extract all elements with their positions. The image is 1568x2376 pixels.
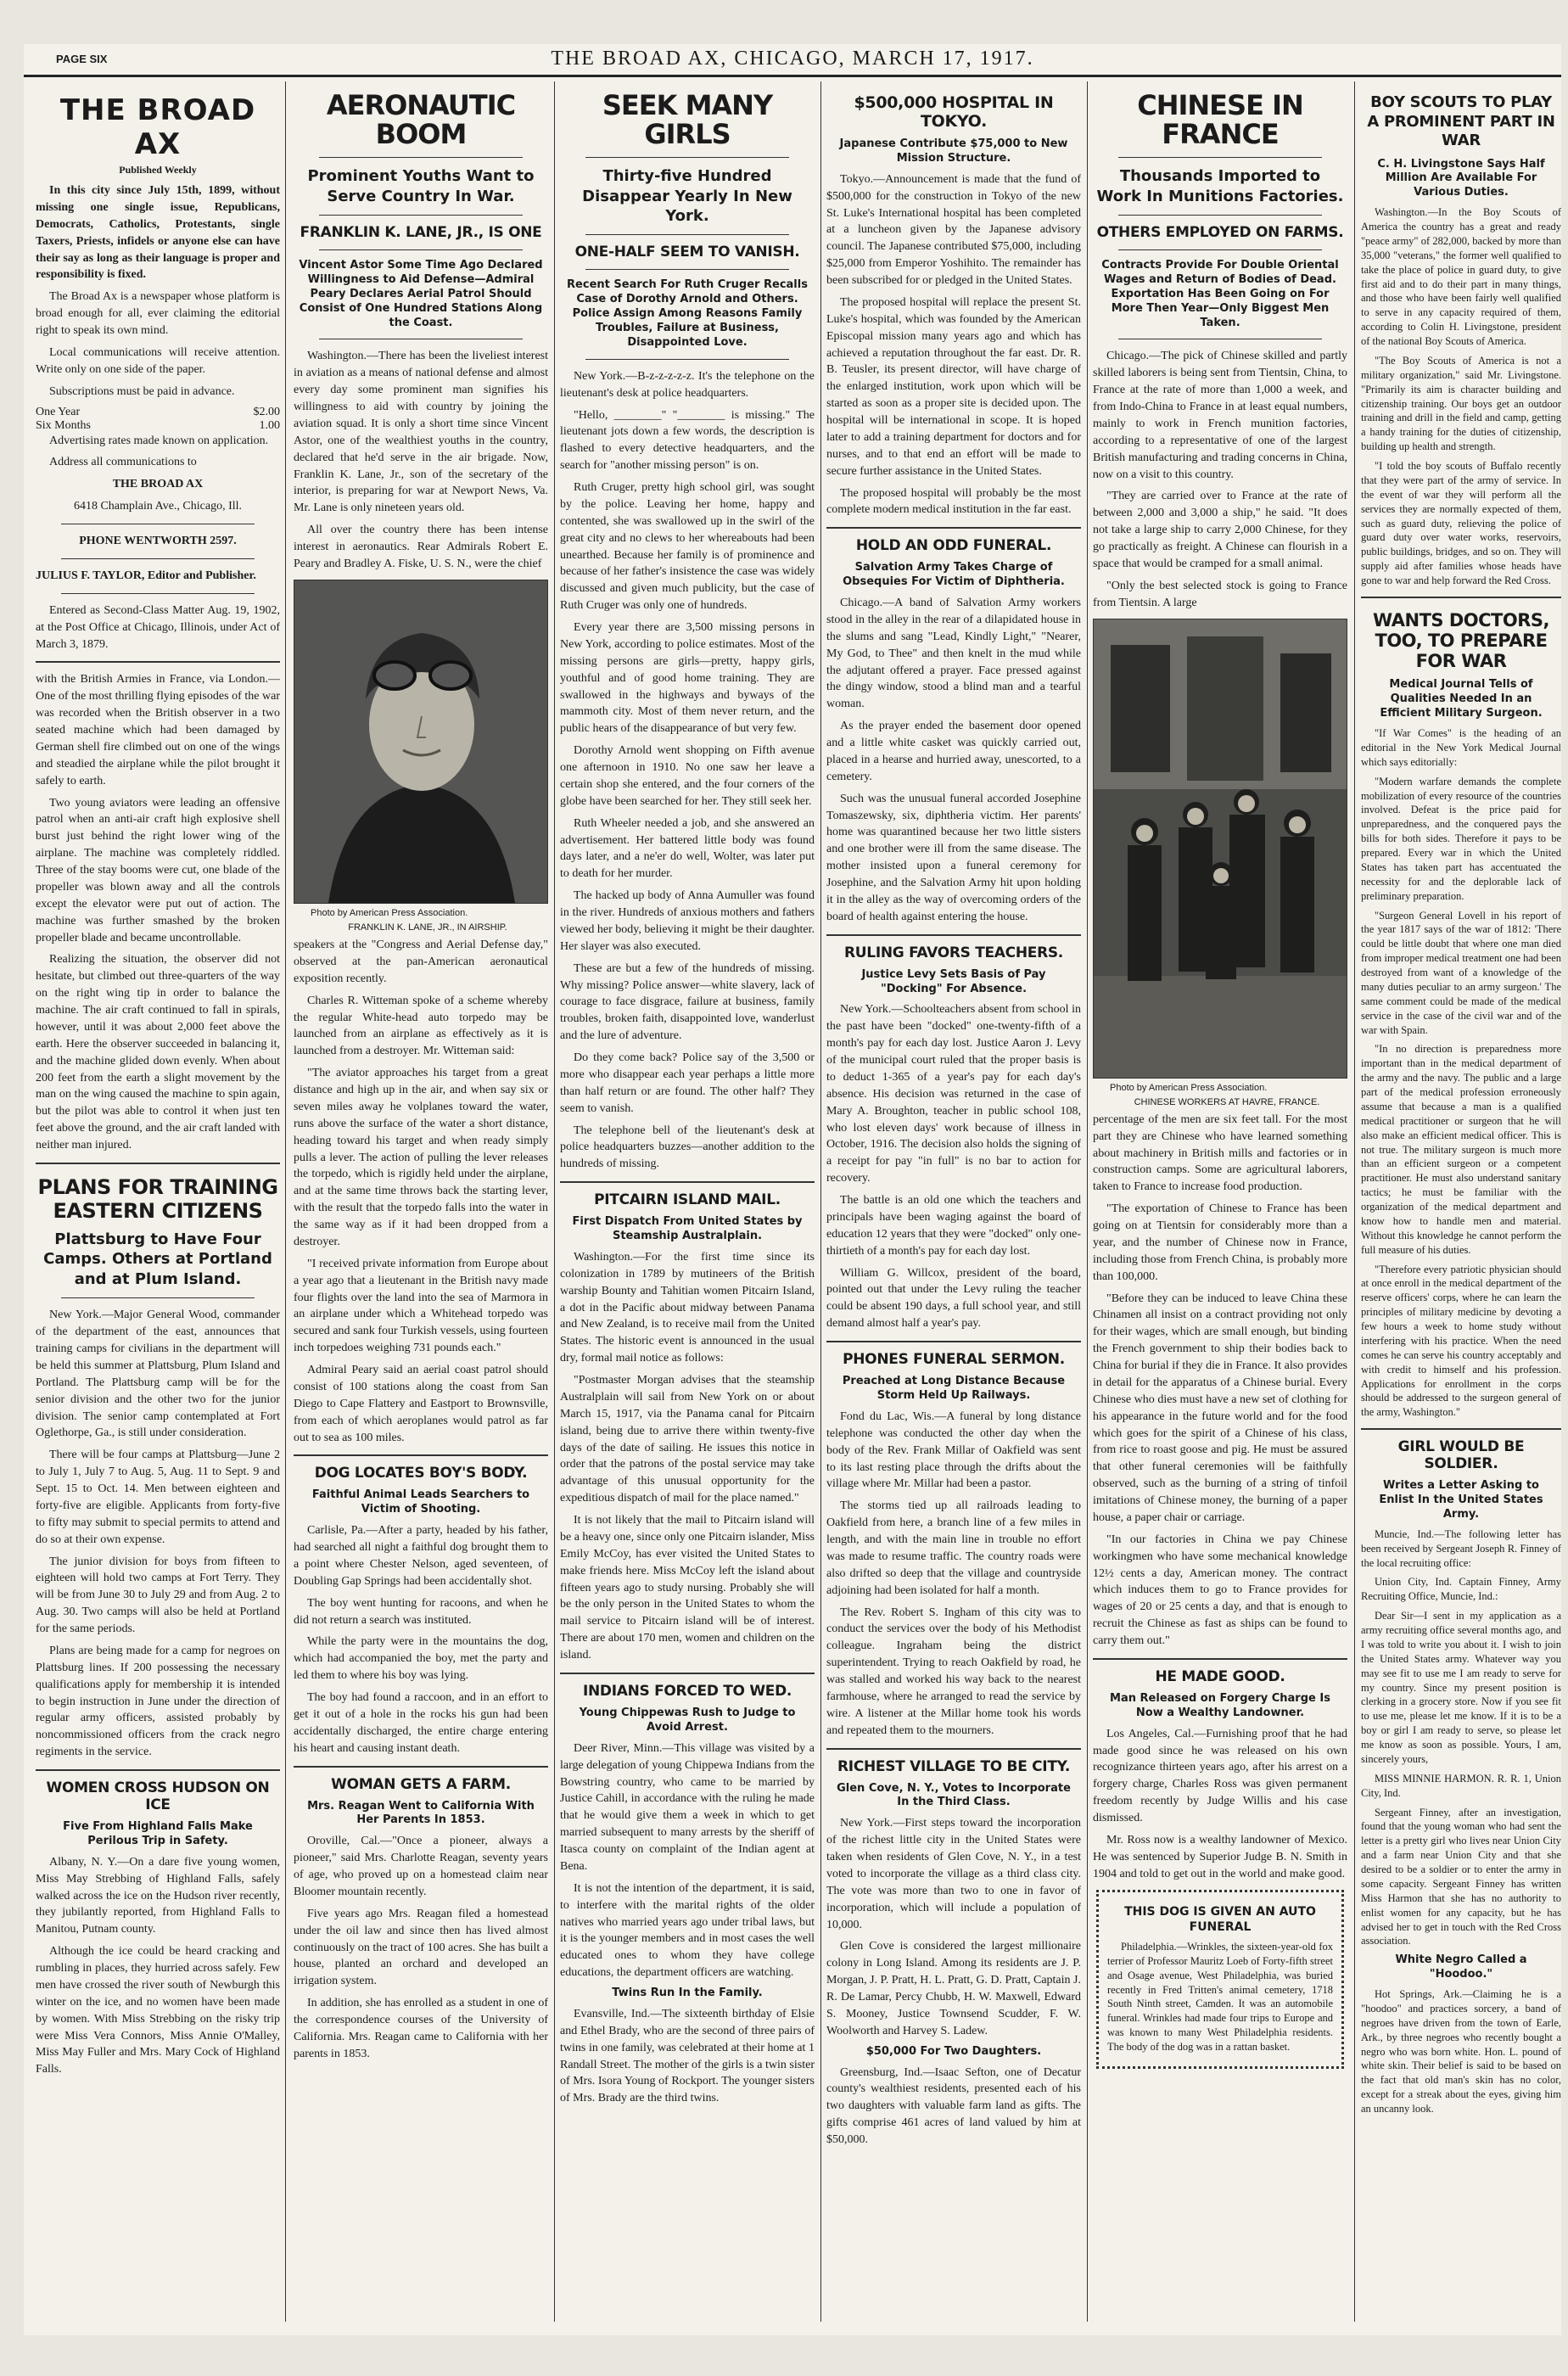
article-paragraph: "Only the best selected stock is going to France from Tientsin. A large bbox=[1093, 579, 1347, 609]
subhead-china: OTHERS EMPLOYED ON FARMS. bbox=[1096, 223, 1344, 241]
headline-richest: RICHEST VILLAGE TO BE CITY. bbox=[837, 1757, 1070, 1775]
article-paragraph: Plans are being made for a camp for negroes on Plattsburg lines. If 200 possessing the necessary qualifications apply for membership it is intended to begin instruction in June under the direction of regular army officers, assisted probably by noncommissioned officers from the crack negro regiments in the service. bbox=[36, 1644, 280, 1759]
article-paragraph: Fond du Lac, Wis.—A funeral by long distance telephone was conducted the other day when the body of the Rev. Frank Millar of Oakfield was sent to its last resting place through the drifts about the village where Mr. Millar had been a pastor. bbox=[826, 1409, 1081, 1491]
article-paragraph: New York.—B-z-z-z-z-z. It's the telephone on the lieutenant's desk at police headquarters. bbox=[560, 369, 815, 400]
headline-odd-funeral: HOLD AN ODD FUNERAL. bbox=[855, 537, 1052, 555]
article-paragraph: "The Boy Scouts of America is not a military organization," said Mr. Livingstone. "Primarily its aim is character building and citizenship training. Our boys get an outdoor training and drill in the field and camp, getting a handy training for the duties of citizenship, building up health and strength. bbox=[1361, 354, 1561, 453]
headline-hoodoo: White Negro Called a "Hoodoo." bbox=[1395, 1953, 1527, 1981]
column-rule bbox=[820, 81, 821, 2322]
article-paragraph: The Rev. Robert S. Ingham of this city was to conduct the services over the body of his Methodist colleague. Ingraham being the district superintendent. Trying to reach Oakfield by road, he was stalled and worked his way back to the nearest farmhouse, where he arranged to read the service by wire. A listener at the Millar home took his words and repeated them to the mourners. bbox=[826, 1605, 1081, 1737]
headline-women-cross: WOMEN CROSS HUDSON ON ICE bbox=[46, 1779, 270, 1814]
deck-aeronautic: Prominent Youths Want to Serve Country In War. bbox=[307, 167, 535, 205]
headline-dog-locates: DOG LOCATES BOY'S BODY. bbox=[314, 1465, 528, 1482]
article-paragraph: Chicago.—A band of Salvation Army workers stood in the alley in the rear of a dilapidated house in the slums and sang "Lead, Kindly Light," "Nearer, My God, to Thee" and then knelt in the mud while the adjutant offered a prayer. Face pressed against the dingy window, stood a blind man and a tearful woman. bbox=[826, 597, 1081, 711]
article-paragraph: Chicago.—The pick of Chinese skilled and partly skilled laborers is being sent from Tientsin, China, to France at the rate of more than 1,000 a week, and from Indo-China to France in at least equal numbers, mainly to work in French munition factories, according to a representative of one of the largest British manufacturing and trading concerns in China, now on a visit to this country. bbox=[1093, 350, 1347, 481]
masthead-address-name: THE BROAD AX bbox=[112, 478, 204, 491]
article-paragraph: Ruth Cruger, pretty high school girl, was sought by the police. Leaving her home, happy and contented, she was swallowed up in the swirl of the great city and no clews to her whereabouts had been unearthed. Because her family is of prominence and because of her father's insistence the case was widely discussed and given much publicity, but the case of Ruth Cruger was only one of hundreds. bbox=[560, 481, 815, 613]
article-paragraph: "Before they can be induced to leave China these Chinamen all insist on a contract providing not only for their wages, which are small enough, but binding the French government to ship their bodies back to China for burial if they die in France. It also provides in detail for the apparatus of a Chinese burial. Every Chinese who dies must have a new set of clothing for his appearance in the future world and for the food which goes for the spirit of a Chinese of his class, from rice to roast goose and pig. He must be assured that other funeral ceremonies will be faithfully observed, such as the burning of a string of tinfoil imitations of Chinese money, the burning of a paper house, a paper chair or carriage. bbox=[1093, 1292, 1347, 1524]
article-paragraph: "In our factories in China we pay Chinese workingmen who have some mechanical knowledge 12½ cents a day, American money. The contract which induces them to go to France provides for wages of 20 or 25 cents a day, and that is enough to recruit the Chinese as fast as ships can be found to carry them out." bbox=[1093, 1533, 1347, 1648]
deck-doctors: Medical Journal Tells of Qualities Needed In an Efficient Military Surgeon. bbox=[1380, 678, 1543, 720]
masthead-intro: In this city since July 15th, 1899, without missing one single issue, Republicans, Democrats, Catholics, Protestants, single Taxers, Priests, infidels or anyone else can have their say as long as their language is proper and responsibility is fixed. bbox=[36, 184, 280, 282]
divider bbox=[585, 234, 789, 235]
deck-china: Thousands Imported to Work In Munitions Factories. bbox=[1096, 167, 1344, 205]
divider bbox=[1093, 1658, 1347, 1660]
article-paragraph: Muncie, Ind.—The following letter has been received by Sergeant Joseph R. Finney of the local recruiting office: bbox=[1361, 1527, 1561, 1569]
article-paragraph: Sergeant Finney, after an investigation, found that the young woman who had sent the letter is a pretty girl who lives near Union City and a farm near Union City and that she desired to be a soldier or to enter the army in some capacity. Sergeant Finney has written Miss Harmon that she has no authority to enlist women for any capacity, but he has advised her to get in touch with the Red Cross association. bbox=[1361, 1806, 1561, 1947]
divider bbox=[36, 1163, 280, 1164]
running-title: THE BROAD AX, CHICAGO, MARCH 17, 1917. bbox=[551, 48, 1034, 70]
article-paragraph: Deer River, Minn.—This village was visited by a large delegation of young Chippewa Indians from the Bowstring country, who came to be married by Justice Cahill, in accordance with the ruling he made that he would give them a week in which to get married subsequent to many arrests by the sheriff of Itasca county on complaint of the Indian agent at Bena. bbox=[560, 1741, 815, 1873]
article-paragraph: Washington.—In the Boy Scouts of America the country has a great and ready "peace army" of 282,000, backed by more than 35,000 "veterans," the former well qualified to take the place of police in guard duty, to give first aid and to do their part in many things, and those who have been fairly well qualified to serve in any capacity required of them, according to Colin H. Livingstone, president of the national Boy Scouts of America. bbox=[1361, 206, 1561, 348]
article-paragraph: "The aviator approaches his target from a great distance and high up in the air, and when say six or seven miles away he volplanes toward the water, runs above the surface of the water a short distance, heading toward his target and when ready simply pulls a lever. The action of pulling the lever releases the torpedo, which is rigidly held under the airplane, and at the same time throws back the starting lever, with the result that the torpedo falls into the water in the same way as if it had been dropped from a destroyer. bbox=[294, 1067, 548, 1248]
article-paragraph: Los Angeles, Cal.—Furnishing proof that he had made good since he was released on his own recognizance thirteen years ago, after his arrest on a forgery charge, Charles Ross was given permanent freedom recently by Judge Willis and his case dismissed. bbox=[1093, 1727, 1347, 1825]
masthead-platform: The Broad Ax is a newspaper whose platform is broad enough for all, ever claiming the editorial right to speak its own mind. bbox=[36, 290, 280, 338]
divider bbox=[294, 1766, 548, 1768]
article-paragraph: "Therefore every patriotic physician should at once enroll in the medical department of the reserve officers' corps, where he can learn the principles of military medicine by devoting a few hours a week to home study without interfering with his practice. When the need comes he can serve his country acceptably and with credit to himself and his profession. Applications for enrollment in the corps should be addressed to the surgeon general of the army, Washington." bbox=[1361, 1263, 1561, 1419]
article-paragraph: Charles R. Witteman spoke of a scheme whereby the regular White-head auto torpedo may be launched from an airplane as effectively as it is launched from a destroyer. Mr. Witteman said: bbox=[294, 994, 548, 1058]
divider bbox=[319, 157, 523, 158]
article-paragraph: William G. Willcox, president of the board, pointed out that under the Levy ruling the teacher could be absent 190 days, a full school year, and still demand almost half a year's pay. bbox=[826, 1266, 1081, 1331]
divider bbox=[61, 593, 255, 594]
article-paragraph: Such was the unusual funeral accorded Josephine Tomaszewsky, six, diphtheria victim. Her parents' home was quarantined because her two little sisters and one brother were ill from the same disease. The mother insisted upon a funeral ceremony for Josephine, and the Salvation Army hit upon holding it in the alley as the way of overcoming orders of the board of health against entering the house. bbox=[826, 792, 1081, 923]
photo-chinese-workers bbox=[1093, 619, 1347, 1079]
divider bbox=[560, 1181, 815, 1183]
deck-made-good: Man Released on Forgery Charge Is Now a Wealthy Landowner. bbox=[1110, 1691, 1330, 1719]
deck-hospital: Japanese Contribute $75,000 to New Mission Structure. bbox=[839, 137, 1068, 165]
masthead-subtitle: Published Weekly bbox=[119, 164, 197, 176]
article-paragraph: speakers at the "Congress and Aerial Defense day," observed at the pan-American aeronautical exposition recently. bbox=[294, 939, 548, 985]
article-paragraph: The junior division for boys from fifteen to eighteen will hold two camps at Fort Terry. They will be from June 30 to July 29 and from Aug. 2 to Aug. 30. Two camps will also be held at Portland for the same periods. bbox=[36, 1555, 280, 1636]
rate-price: $2.00 bbox=[253, 405, 280, 418]
headline-hospital: $500,000 HOSPITAL IN TOKYO. bbox=[854, 93, 1054, 131]
article-paragraph: In addition, she has enrolled as a student in one of the correspondence courses of the University of California. Mrs. Reagan came to California with her parents in 1853. bbox=[294, 1997, 548, 2060]
article-paragraph: Oroville, Cal.—"Once a pioneer, always a pioneer," said Mrs. Charlotte Reagan, seventy years of age, who proved up on a homestead claim near Bloomer mountain recently. bbox=[294, 1835, 548, 1898]
masthead-advertising: Advertising rates made known on application. bbox=[49, 434, 269, 447]
divider bbox=[36, 1769, 280, 1771]
deck-women-cross: Five From Highland Falls Make Perilous Trip in Safety. bbox=[63, 1820, 253, 1847]
divider bbox=[319, 249, 523, 250]
deck-indians: Young Chippewas Rush to Judge to Avoid Arrest. bbox=[579, 1706, 796, 1734]
column-5 bbox=[1093, 81, 1347, 2322]
masthead-address: 6418 Champlain Ave., Chicago, Ill. bbox=[73, 500, 243, 513]
photo-caption: CHINESE WORKERS AT HAVRE, FRANCE. bbox=[1134, 1097, 1320, 1108]
article-paragraph: "I told the boy scouts of Buffalo recently that they were part of the army of service. In the event of war they will perform all the services they are normally expected of them, such as guard duty, relieving the police of guard duty over water works, reservoirs, public buildings, bridges, and so on. They will supply aid after families whose heads have gone to war and help forward the Red Cross. bbox=[1361, 460, 1561, 587]
article-paragraph: Tokyo.—Announcement is made that the fund of $500,000 for the construction in Tokyo of the new St. Luke's International hospital has been completed at a luncheon given by the Japanese advisory council. The Japanese contributed $75,000, including $25,000 from Emperor Yoshihito. The remainder has been subscribed for or pledged in the United States. bbox=[826, 172, 1081, 288]
divider bbox=[36, 661, 280, 663]
deck2-seek-girls: Recent Search For Ruth Cruger Recalls Case of Dorothy Arnold and Others. Police Assign Among Reasons Family Troubles, Failure at Business, Disappointed Love. bbox=[567, 278, 808, 349]
subhead-aeronautic: FRANKLIN K. LANE, JR., IS ONE bbox=[300, 223, 542, 241]
article-paragraph: "Surgeon General Lovell in his report of the year 1817 says of the war of 1812: 'There could be little doubt that where one man died from improper medical treatment one had been destroyed from want of a knowledge of the many duties peculiar to an army surgeon.' The same comment could be made of the medical service in the case of the civil war and of the war with Spain. bbox=[1361, 909, 1561, 1036]
article-paragraph: These are but a few of the hundreds of missing. Why missing? Police answer—white slavery, lack of courage to face disgrace, failure at business, family troubles, broken faith, disappointed love, wanderlust and the lure of adventure. bbox=[560, 961, 815, 1043]
masthead-editor: JULIUS F. TAYLOR, Editor and Publisher. bbox=[36, 569, 256, 582]
article-paragraph: Although the ice could be heard cracking and rumbling in places, they hurried across safely. Few men have crossed the river south of Newburgh this winter on the ice, and no women have been made by women. With Miss Strebbing on the risky trip were Miss Vera Connors, Miss Annie O'Malley, Miss May Fuller and Mrs. Mary Cock of Highland Falls. bbox=[36, 1945, 280, 2076]
deck-richest: Glen Cove, N. Y., Votes to Incorporate In the Third Class. bbox=[837, 1781, 1071, 1809]
headline-seek-girls: SEEK MANY GIRLS bbox=[602, 89, 773, 150]
divider bbox=[61, 558, 255, 559]
deck-boy-scouts: C. H. Livingstone Says Half Million Are Available For Various Duties. bbox=[1377, 157, 1545, 199]
article-paragraph: Dorothy Arnold went shopping on Fifth avenue one afternoon in 1910. No one saw her leave a certain shop she entered, and the four corners of the globe have been searched for her. They still seek her. bbox=[560, 744, 815, 808]
column-rule bbox=[554, 81, 555, 2322]
rate-label: One Year bbox=[36, 405, 81, 418]
rate-row bbox=[36, 406, 280, 419]
masthead-title: THE BROAD AX bbox=[59, 93, 256, 161]
running-head bbox=[24, 44, 1561, 77]
column-6 bbox=[1361, 81, 1561, 2322]
article-paragraph: Do they come back? Police say of the 3,500 or more who disappear each year perhaps a little more than half return or are found. The other half? They seem to vanish. bbox=[560, 1051, 815, 1115]
divider bbox=[1118, 215, 1322, 216]
article-paragraph: While the party were in the mountains the dog, which had accompanied the boy, met the party and led them to where his boy was lying. bbox=[294, 1635, 548, 1683]
deck-pitcairn: First Dispatch From United States by Steamship Australplain. bbox=[572, 1215, 803, 1243]
masthead-subscriptions: Subscriptions must be paid in advance. bbox=[49, 384, 235, 398]
article-paragraph: The battle is an old one which the teachers and principals have been waging against the board of education 12 years that they were "docked" only one-thirtieth of a month's pay for each day lost. bbox=[826, 1194, 1081, 1258]
article-paragraph: Two young aviators were leading an offensive patrol when an anti-air craft high explosive shell burst just behind the right lower wing of the airplane. The machine was completely riddled. Three of the stay booms were cut, one blade of the propeller was blown away and all the controls except the elevator were put out of action. The machine was further smashed by the broken propeller blade and became uncontrollable. bbox=[36, 796, 280, 944]
photo-aviator bbox=[294, 580, 548, 904]
masthead-entered: Entered as Second-Class Matter Aug. 19, 1902, at the Post Office at Chicago, Illinois, under Act of March 3, 1879. bbox=[36, 603, 280, 651]
article-paragraph: Mr. Ross now is a wealthy landowner of Mexico. He was sentenced by Superior Judge B. N. Smith in 1904 and told to get out in the world and make good. bbox=[1093, 1833, 1347, 1880]
deck-phones: Preached at Long Distance Because Storm Held Up Railways. bbox=[842, 1375, 1066, 1402]
article-paragraph: "Postmaster Morgan advises that the steamship Australplain will sail from New York on or about March 15, 1917, via the Panama canal for Pitcairn island, being due to arrive there within twenty-five days of the date of sailing. He issues this notice in order that the patrons of the postal service may take advantage of this unusual opportunity for the expeditious dispatch of mail for the place named." bbox=[560, 1374, 815, 1505]
headline-plans: PLANS FOR TRAINING EASTERN CITIZENS bbox=[37, 1174, 278, 1223]
article-paragraph: "Hello, ________" "________ is missing." The lieutenant jots down a few words, the description is flashed to every detective headquarters, and the search for "another missing person" is on. bbox=[560, 408, 815, 473]
headline-indians: INDIANS FORCED TO WED. bbox=[582, 1682, 792, 1700]
article-paragraph: Five years ago Mrs. Reagan filed a homestead under the oil law and since then has lived almost continuously on the tract of 100 acres. She has built a house, planted an orchard and developed an irrigation system. bbox=[294, 1907, 548, 1988]
masthead-phone: PHONE WENTWORTH 2597. bbox=[79, 535, 237, 548]
headline-girl-soldier: GIRL WOULD BE SOLDIER. bbox=[1397, 1438, 1525, 1473]
divider bbox=[826, 527, 1081, 529]
article-paragraph: "I received private information from Europe about a year ago that a lieutenant in the British navy made four flights over the land into the sea of Marmora in an airplane under which a Whitehead torpedo was secured and sank four Turkish vessels, using fourteen inch torpedoes weighing 731 pounds each." bbox=[294, 1257, 548, 1355]
article-paragraph: with the British Armies in France, via London.—One of the most thrilling flying episodes of the war was recorded when the British observer in a two seated machine which had been damaged by German shell fire climbed out on one of the wings and steadied the airplane while the pilot brought it safely to earth. bbox=[36, 673, 280, 787]
headline-dog-funeral: THIS DOG IS GIVEN AN AUTO FUNERAL bbox=[1124, 1904, 1316, 1934]
column-3 bbox=[560, 81, 815, 2322]
divider bbox=[1118, 249, 1322, 250]
divider bbox=[826, 1341, 1081, 1342]
deck-ruling: Justice Levy Sets Basis of Pay "Docking" For Absence. bbox=[861, 967, 1046, 995]
article-paragraph: As the prayer ended the basement door opened and a little white casket was quickly carried out, placed in a hearse and hurried away, unescorted, to a cemetery. bbox=[826, 720, 1081, 783]
article-paragraph: percentage of the men are six feet tall. For the most part they are Chinese who have learned something about machinery in British mills and factories or in construction camps. Some are agricultural laborers, taken to France to increase food production. bbox=[1093, 1112, 1347, 1194]
article-paragraph: "They are carried over to France at the rate of between 2,000 and 3,000 a ship," he said. "It does not take a large ship to carry 2,000 Chinese, for they go practically as freight. A Chinese can flourish in a space that would be cramped for a small animal. bbox=[1093, 490, 1347, 570]
divider bbox=[294, 1454, 548, 1456]
article-paragraph: Admiral Peary said an aerial coast patrol should consist of 100 stations along the coast from San Diego to Cape Flattery and Eastport to Brownsville, from each of which aeroplanes would patrol as far out to sea as 100 miles. bbox=[294, 1364, 548, 1444]
column-rule bbox=[285, 81, 286, 2322]
divider bbox=[1361, 597, 1561, 598]
article-paragraph: Hot Springs, Ark.—Claiming he is a "hoodoo" and practices sorcery, a band of negroes have driven from the town of Earle, Ark., by three negroes who recently bought a negro who was born white. Hon. L. pound of white skin. Their belief is said to be based on the fact that old man's skin has no color, except for a streak about the eyes, giving him an uncanny look. bbox=[1361, 1988, 1561, 2115]
headline-aeronautic: AERONAUTIC BOOM bbox=[326, 89, 516, 150]
divider bbox=[61, 1297, 255, 1298]
article-paragraph: Every year there are 3,500 missing persons in New York, according to police estimates. Most of the missing persons are girls—pretty, happy girls, youthful and of good home training. They are swallowed in the highways and byways of the mammoth city. Most of them never return, and the public hears of the disappearance of but very few. bbox=[560, 621, 815, 736]
article-paragraph: The hacked up body of Anna Aumuller was found in the river. Hundreds of anxious mothers and fathers viewed her body, believing it might be their daughter. Her slayer was also executed. bbox=[560, 889, 815, 953]
headline-daughters: $50,000 For Two Daughters. bbox=[865, 2044, 1042, 2058]
headline-china: CHINESE IN FRANCE bbox=[1137, 89, 1303, 150]
article-paragraph: The proposed hospital will replace the present St. Luke's hospital, which was founded by the American Episcopal mission many years ago and which has achieved a reputation throughout the far east. Dr. R. B. Teusler, its present director, will have charge of the enlarged institution, work upon which will be started as soon as a proper site is decided upon. The hospital will be international in scope. It is hoped later to add a training department for doctors and for nurses, and to that end an effort will be made to secure further assistance in the United States. bbox=[826, 295, 1081, 478]
article-paragraph: Washington.—There has been the liveliest interest in aviation as a means of national defense and almost every day some prominent man signifies his willingness to aid with country by joining the aviation squad. It is only a short time since Vincent Astor, one of the wealthiest youths in the country, declared that he'd serve in the air brigade. Now, Franklin K. Lane, Jr., son of the secretary of the interior, is preparing for war at Newport News, Va. Mr. Lane is only nineteen years old. bbox=[294, 350, 548, 515]
deck-girl-soldier: Writes a Letter Asking to Enlist In the United States Army. bbox=[1379, 1479, 1543, 1521]
article-paragraph: Ruth Wheeler needed a job, and she answered an advertisement. Her battered little body was found days later, and a ne'er do well, Wolter, was later put to death for her murder. bbox=[560, 816, 815, 881]
column-1 bbox=[36, 81, 280, 2322]
deck-woman-farm: Mrs. Reagan Went to California With Her Parents In 1853. bbox=[307, 1799, 535, 1827]
headline-pitcairn: PITCAIRN ISLAND MAIL. bbox=[594, 1191, 781, 1209]
divider bbox=[826, 934, 1081, 936]
deck-odd-funeral: Salvation Army Takes Charge of Obsequies For Victim of Diphtheria. bbox=[843, 561, 1065, 589]
article-paragraph: There will be four camps at Plattsburg—June 2 to July 1, July 7 to Aug. 5, Aug. 11 to Sept. 9 and Sept. 15 to Oct. 14. Men between eighteen and forty-five are eligible. Applicants from forty-five to fifty may submit to special permits to attend and do so at their own expense. bbox=[36, 1449, 280, 1546]
article-paragraph: "If War Comes" is the heading of an editorial in the New York Medical Journal which says editorially: bbox=[1361, 727, 1561, 768]
subhead-seek-girls: ONE-HALF SEEM TO VANISH. bbox=[574, 244, 800, 261]
dog-funeral-box bbox=[1096, 1890, 1344, 2069]
photo-credit: Photo by American Press Association. bbox=[1110, 1082, 1268, 1093]
headline-boy-scouts: BOY SCOUTS TO PLAY A PROMINENT PART IN WAR bbox=[1367, 93, 1555, 149]
article-paragraph: Carlisle, Pa.—After a party, headed by his father, had searched all night a faithful dog brought them to a point where Chester Nelson, aged seventeen, of Doubling Gap Springs had been accidentally shot. bbox=[294, 1524, 548, 1588]
article-paragraph: MISS MINNIE HARMON. R. R. 1, Union City, Ind. bbox=[1361, 1772, 1561, 1799]
article-paragraph: "The exportation of Chinese to France has been going on at Tientsin for considerably more than a year, and the number of Chinese now in France, including those from French China, is probably more than 100,000. bbox=[1093, 1202, 1347, 1283]
photo-caption: FRANKLIN K. LANE, JR., IN AIRSHIP. bbox=[348, 922, 507, 933]
headline-made-good: HE MADE GOOD. bbox=[1155, 1667, 1285, 1685]
article-paragraph: New York.—Major General Wood, commander of the department of the east, announces that training camps for civilians in the department will be held this summer at Plattsburg, Plum Island and Portland. The Plattsburg camp will be for the senior division and the other two for the junior division. The senior camp contemplated at Fort Oglethorpe, Ga., is still under consideration. bbox=[36, 1308, 280, 1440]
column-2 bbox=[294, 81, 548, 2322]
article-paragraph: The storms tied up all railroads leading to Oakfield from here, a branch line of a few miles in length, and with the main line in trouble no effort was made to resume traffic. The country roads were also drifted so deep that the village and countryside adjoining had been isolated for half a month. bbox=[826, 1499, 1081, 1597]
divider bbox=[585, 269, 789, 270]
deck2-aeronautic: Vincent Astor Some Time Ago Declared Willingness to Aid Defense—Admiral Peary Declares Aerial Patrol Should Consist of One Hundred Stations Along the Coast. bbox=[299, 258, 543, 329]
divider bbox=[560, 1673, 815, 1674]
article-paragraph: Dear Sir—I sent in my application as a army recruiting office several months ago, and I was told to write you about it. I wish to join the United States army. Whatever way you may see fit to use me I am ready to serve for my country. Since my present position is clerking in a grocery store. Now if you see fit to use me, please let me know. If it is to be a boy or girl I am ready to serve, so please let me know as soon as possible. Yours, I am, sincerely yours, bbox=[1361, 1610, 1561, 1765]
rate-label: Six Months bbox=[36, 418, 91, 432]
deck-plans: Plattsburg to Have Four Camps. Others at Portland and at Plum Island. bbox=[43, 1230, 272, 1288]
article-paragraph: "Modern warfare demands the complete mobilization of every resource of the countries involved. Defeat is the price paid for unpreparedness, and the conquered pays the bills for both sides. Therefore it pays to be prepared. Every war in which the United States has taken part has accentuated the necessity for and the deplorable lack of preliminary preparation. bbox=[1361, 775, 1561, 902]
rate-row bbox=[36, 419, 280, 433]
deck-dog-locates: Faithful Animal Leads Searchers to Victim of Shooting. bbox=[311, 1488, 530, 1516]
divider bbox=[585, 359, 789, 360]
article-paragraph: Albany, N. Y.—On a dare five young women, Miss May Strebbing of Highland Falls, safely walked across the ice on the Hudson river recently, they jubilantly reported, from Highland Falls to Manitou, Putnam county. bbox=[36, 1855, 280, 1936]
article-paragraph: Washington.—For the first time since its colonization in 1789 by mutineers of the British warship Bounty and Tahitian women Pitcairn Island, a dot in the Pacific about midway between Panama and New Zealand, is to receive mail from the United States. The historic event is announced in the usual dry, formal mail notice as follows: bbox=[560, 1250, 815, 1365]
deck-seek-girls: Thirty-five Hundred Disappear Yearly In New York. bbox=[582, 167, 792, 225]
article-paragraph: The boy had found a raccoon, and in an effort to get it out of a hole in the rocks his gun had been accidentally discharged, the entire charge entering his heart and causing instant death. bbox=[294, 1691, 548, 1755]
article-paragraph: Realizing the situation, the observer did not hesitate, but climbed out three-quarters of the way on the right wing tip in order to balance the machine. The air craft continued to fall in spirals, however, until it was about 2,000 feet above the earth. Here the observer succeeded in balancing it, and the machine glided down evenly. When about 200 feet from the earth a slight movement by the man on the wing caused the machine to spin again, but the pilot was able to control it when just ten feet above the ground, and the air craft landed with neither man injured. bbox=[36, 953, 280, 1152]
divider bbox=[1361, 1428, 1561, 1430]
masthead-local: Local communications will receive attention. Write only on one side of the paper. bbox=[36, 345, 280, 376]
newspaper-page bbox=[24, 44, 1561, 2335]
column-rule bbox=[1354, 81, 1355, 2322]
page-folio: PAGE SIX bbox=[56, 53, 108, 65]
article-paragraph: It is not the intention of the department, it is said, to interfere with the marital rights of the older natives who married years ago under tribal laws, but it is the younger members and in most cases the well educated ones to whom they have college educations, the department officers are watching. bbox=[560, 1881, 815, 1980]
article-paragraph: The proposed hospital will probably be the most complete modern medical institution in the far east. bbox=[826, 486, 1081, 517]
article-paragraph: Glen Cove is considered the largest millionaire colony in Long Island. Among its residents are J. P. Morgan, J. P. Pratt, H. L. Pratt, G. D. Pratt, Captain J. R. De Lamar, Percy Chubb, H. W. Maxwell, Edward S. Mooney, Justice Townsend Scudder, F. W. Woolworth and Harvey S. Ladew. bbox=[826, 1940, 1081, 2037]
article-paragraph: The boy went hunting for racoons, and when he did not return a search was instituted. bbox=[294, 1596, 548, 1627]
article-paragraph: "In no direction is preparedness more important than in the medical department of the army and the navy. The public and a large part of the medical profession erroneously assume that because a man is a qualified medical practitioner or surgeon that he will also make an efficient medical officer. This is not true. The military surgeon is much more than an efficient surgeon or a competent practitioner. He must also understand sanitary tactics; he must be familiar with the organization of the medical department and know how to handle men and material. Without this knowledge he cannot perform the full measure of his duties. bbox=[1361, 1043, 1561, 1256]
divider bbox=[826, 1748, 1081, 1750]
headline-twins: Twins Run In the Family. bbox=[612, 1987, 763, 1999]
article-paragraph: The telephone bell of the lieutenant's desk at police headquarters buzzes—another addition to the hundreds of missing. bbox=[560, 1124, 815, 1171]
aviator-portrait bbox=[294, 580, 547, 903]
column-4 bbox=[826, 81, 1081, 2322]
masthead-address-intro: Address all communications to bbox=[49, 456, 197, 469]
rate-price: 1.00 bbox=[259, 418, 280, 432]
workers-group-photo bbox=[1094, 619, 1347, 1078]
article-paragraph: Philadelphia.—Wrinkles, the sixteen-year-old fox terrier of Professor Mauritz Loeb of Forty-fifth street and Osage avenue, West Philadelphia, was buried recently in Fred Tritten's animal cemetery, 1718 South Ninth street, Camden. It was an automobile funeral. Wrinkles had made four trips to Europe and was known to many West Philadelphia residents. The body of the dog was in a rattan basket. bbox=[1107, 1940, 1333, 2054]
photo-credit: Photo by American Press Association. bbox=[311, 907, 468, 918]
deck2-china: Contracts Provide For Double Oriental Wages and Return of Bodies of Dead. Exportation Has Been Going on For More Then Year—Only Biggest Men Taken. bbox=[1101, 258, 1339, 329]
column-rule bbox=[1087, 81, 1088, 2322]
article-paragraph: Greensburg, Ind.—Isaac Sefton, one of Decatur county's wealthiest residents, presented each of his two daughters with valuable farm land as gifts. The gifts comprise 461 acres of land valued by him at $50,000. bbox=[826, 2065, 1081, 2147]
headline-doctors: WANTS DOCTORS, TOO, TO PREPARE FOR WAR bbox=[1373, 609, 1549, 672]
article-paragraph: All over the country there has been intense interest in aeronautics. Rear Admirals Robert E. Peary and Bradley A. Fiske, U. S. N., were the chief bbox=[294, 524, 548, 570]
headline-ruling: RULING FAVORS TEACHERS. bbox=[844, 944, 1063, 961]
divider bbox=[319, 215, 523, 216]
article-paragraph: It is not likely that the mail to Pitcairn island will be a heavy one, since only one Pitcairn islander, Miss Emily McCoy, has ever visited the United States to make friends here. Miss McCoy left the island about fifteen years ago to study nursing. Probably she will be the only person in the United States to whom the mail service to Pitcairn island will be of interest. There are about 170 men, women and children on the island. bbox=[560, 1514, 815, 1662]
divider bbox=[585, 157, 789, 158]
headline-phones: PHONES FUNERAL SERMON. bbox=[843, 1351, 1065, 1369]
article-paragraph: Union City, Ind. Captain Finney, Army Recruiting Office, Muncie, Ind.: bbox=[1361, 1576, 1561, 1603]
headline-woman-farm: WOMAN GETS A FARM. bbox=[331, 1775, 511, 1793]
divider bbox=[1118, 157, 1322, 158]
article-paragraph: New York.—Schoolteachers absent from school in the past have been "docked" one-twenty-fifth of a month's pay for each day lost. Justice Aaron J. Levy of the municipal court ruled that the proper basis is to deduct 1-365 of a year's pay for each day's absence. His decision was returned in the case of Mary A. Broughton, teacher in public school 108, who lost eleven days' work because of illness in October, 1916. The decision also holds the signing of a receipt for pay "in full" is no bar to action for recovery. bbox=[826, 1003, 1081, 1185]
article-paragraph: New York.—First steps toward the incorporation of the richest little city in the United States were taken when residents of Glen Cove, N. Y., in a test voted to incorporate the village as a third class city. The vote was more than two to one in favor of incorporation, which will include a population of 10,000. bbox=[826, 1817, 1081, 1931]
article-paragraph: Evansville, Ind.—The sixteenth birthday of Elsie and Ethel Brady, who are the second of three pairs of twins in one family, was celebrated at their home at 1 Randall Street. The mother of the girls is a twin sister of Mrs. Isora Young of Rockport. The younger sisters of Mrs. Brady are the third twins. bbox=[560, 2007, 815, 2105]
